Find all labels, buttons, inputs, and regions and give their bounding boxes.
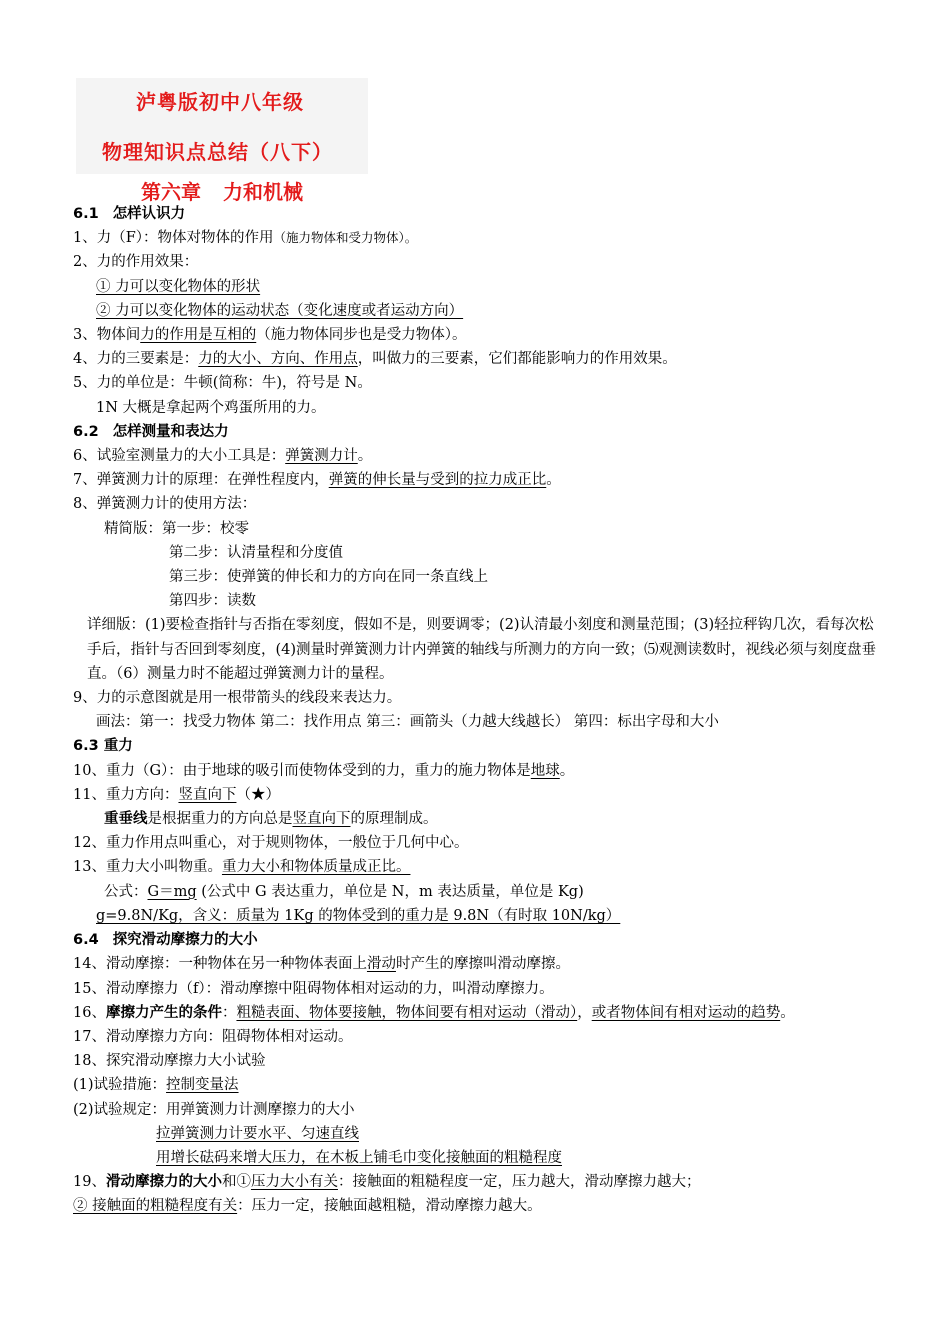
item-16: 16、摩擦力产生的条件：粗糙表面、物体要接触，物体间要有相对运动（滑动），或者物体间有相对运动的趋势。: [73, 1003, 795, 1021]
item-1: 1、力（F）：物体对物体的作用（施力物体和受力物体）。: [73, 230, 418, 247]
item-8-detail: 详细版：(1)要检查指针与否指在零刻度，假如不是，则要调零；(2)认清最小刻度和测量范围；(3)轻拉秤钩几次，看每次松手后，指针与否回到零刻度，(4)测量时弹簧测力计内弹簧的轴线与所测力的方向一致；⑸观测读数时，视线必须与刻度盘垂直。（6）测量力时不能超过弹簧测力计的量程。: [87, 617, 877, 682]
item-8-step-3: 第三步：使弹簧的伸长和力的方向在同一条直线上: [169, 569, 488, 586]
item-14: 14、滑动摩擦：一种物体在另一种物体表面上滑动时产生的摩擦叫滑动摩擦。: [73, 956, 570, 973]
item-5: 5、力的单位是：牛顿(简称：牛)，符号是 N。: [73, 375, 372, 392]
item-17: 17、滑动摩擦力方向：阻碍物体相对运动。: [73, 1028, 353, 1045]
item-18-rule-2: 用增长砝码来增大压力，在木板上铺毛巾变化接触面的粗糙程度: [156, 1149, 562, 1166]
title-line-2: 物理知识点总结（八下）: [102, 140, 333, 164]
section-heading-6-4: 6.4 探究滑动摩擦力的大小: [73, 932, 258, 949]
item-2-b: ② 力可以变化物体的运动状态（变化速度或者运动方向）: [96, 302, 464, 319]
item-13-g: g=9.8N/Kg，含义：质量为 1Kg 的物体受到的重力是 9.8N（有时取 10N/kg）: [96, 907, 621, 924]
item-12: 12、重力作用点叫重心，对于规则物体，一般位于几何中心。: [73, 835, 469, 852]
item-8-step-4: 第四步：读数: [169, 593, 256, 610]
item-9-method: 画法：第一：找受力物体 第二：找作用点 第三：画箭头（力越大线越长） 第四：标出字母和大小: [96, 714, 719, 731]
item-18: 18、探究滑动摩擦力大小试验: [73, 1053, 266, 1070]
chapter-title: 第六章 力和机械: [141, 180, 303, 204]
item-13: 13、重力大小叫物重。重力大小和物体质量成正比。: [73, 859, 411, 876]
item-8-step-1: 精简版：第一步：校零: [104, 520, 249, 537]
item-18-method: (1)试验措施：控制变量法: [73, 1077, 239, 1094]
item-7: 7、弹簧测力计的原理：在弹性程度内，弹簧的伸长量与受到的拉力成正比。: [73, 472, 561, 489]
item-3: 3、物体间力的作用是互相的（施力物体同步也是受力物体）。: [73, 327, 467, 344]
section-heading-6-3: 6.3 重力: [73, 738, 133, 755]
item-18-rule-1: 拉弹簧测力计要水平、匀速直线: [156, 1125, 359, 1142]
item-2-a: ① 力可以变化物体的形状: [96, 278, 261, 295]
item-6: 6、试验室测量力的大小工具是：弹簧测力计。: [73, 448, 373, 465]
section-heading-6-2: 6.2 怎样测量和表达力: [73, 423, 229, 440]
item-10: 10、重力（G）：由于地球的吸引而使物体受到的力，重力的施力物体是地球。: [73, 762, 575, 779]
item-4: 4、力的三要素是：力的大小、方向、作用点，叫做力的三要素，它们都能影响力的作用效果。: [73, 351, 677, 368]
section-heading-6-1: 6.1 怎样认识力: [73, 206, 186, 222]
item-11: 11、重力方向：竖直向下（★）: [73, 786, 280, 803]
item-18-rule: (2)试验规定：用弹簧测力计测摩擦力的大小: [73, 1101, 355, 1118]
item-11-plumb: 重垂线是根据重力的方向总是竖直向下的原理制成。: [104, 810, 438, 828]
item-19-b: ② 接触面的粗糙程度有关：压力一定，接触面越粗糙，滑动摩擦力越大。: [73, 1198, 542, 1215]
item-8-step-2: 第二步：认清量程和分度值: [169, 544, 343, 561]
document-body: [73, 202, 885, 1219]
title-line-1: 泸粤版初中八年级: [136, 90, 304, 114]
item-5-note: 1N 大概是拿起两个鸡蛋所用的力。: [96, 399, 326, 416]
item-2: 2、力的作用效果：: [73, 254, 199, 271]
item-9: 9、力的示意图就是用一根带箭头的线段来表达力。: [73, 690, 402, 707]
item-8: 8、弹簧测力计的使用方法：: [73, 496, 257, 513]
item-13-formula: 公式：G＝mg (公式中 G 表达重力，单位是 N，m 表达质量，单位是 Kg): [104, 883, 584, 900]
item-15: 15、滑动摩擦力（f）：滑动摩擦中阻碍物体相对运动的力，叫滑动摩擦力。: [73, 980, 554, 997]
item-19: 19、滑动摩擦力的大小和①压力大小有关：接触面的粗糙程度一定，压力越大，滑动摩擦力越大；: [73, 1173, 701, 1191]
